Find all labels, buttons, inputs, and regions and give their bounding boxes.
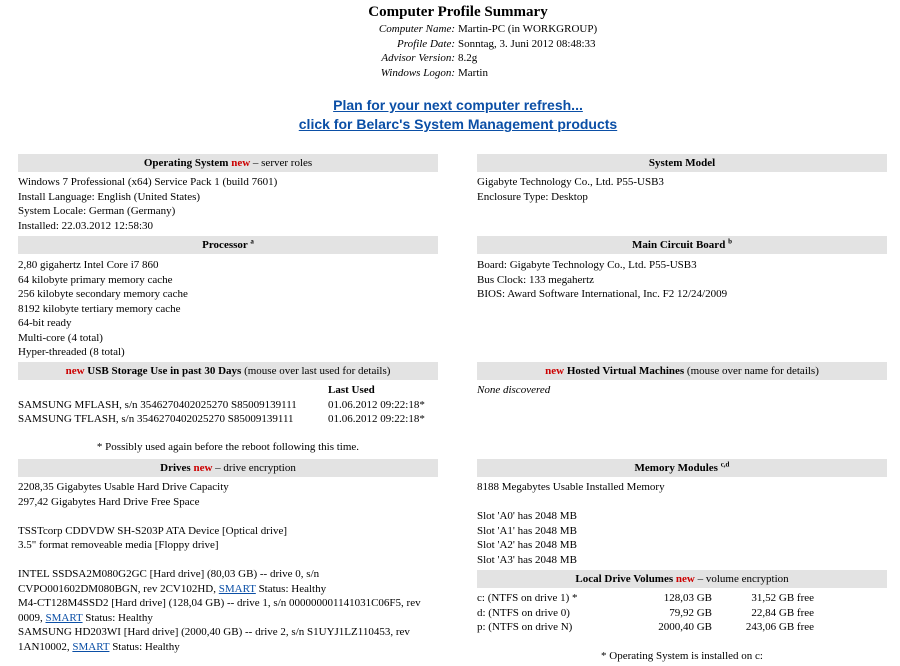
hard-drive-serial: 0009, — [18, 611, 46, 624]
smart-link[interactable]: SMART — [45, 611, 83, 624]
processor-line: Multi-core (4 total) — [18, 331, 103, 344]
os-line: Windows 7 Professional (x64) Service Pack 1 (build 7601) — [18, 176, 278, 188]
board-line: Board: Gigabyte Technology Co., Ltd. P55-USB3 — [477, 259, 697, 271]
system-model-title: System Model — [648, 157, 716, 169]
drives-details — [18, 480, 438, 654]
profile-date: Sonntag, 3. Juni 2012 08:48:33 — [458, 37, 596, 50]
volume-row — [477, 591, 887, 606]
smart-link[interactable]: SMART — [72, 640, 110, 653]
field-label: Profile Date: — [397, 37, 455, 50]
hard-drive-line: M4-CT128M4SSD2 [Hard drive] (128,04 GB) -- drive 1, s/n 000000001141031C06F5, rev — [18, 597, 421, 609]
usb-header — [18, 362, 438, 380]
usb-row[interactable] — [18, 412, 438, 427]
os-title: Operating System — [143, 157, 229, 169]
usb-suffix: (mouse over last used for details) — [241, 365, 391, 377]
hard-drive-line — [18, 582, 438, 597]
os-line: System Locale: German (Germany) — [18, 205, 176, 217]
os-new-link[interactable]: new — [231, 157, 251, 169]
processor-details — [18, 258, 438, 360]
optical-drive: TSSTcorp CDDVDW SH-S203P ATA Device [Optical drive] — [18, 524, 288, 537]
system-model-line: Gigabyte Technology Co., Ltd. P55-USB3 — [477, 176, 664, 188]
usb-new-link[interactable]: new — [65, 365, 85, 377]
memory-usable: 8188 Megabytes Usable Installed Memory — [477, 481, 665, 493]
smart-status: Status: Healthy — [109, 640, 180, 653]
volumes-new-link[interactable]: new — [675, 573, 695, 585]
advisor-version: 8.2g — [458, 52, 478, 64]
hard-drive-line — [18, 611, 438, 626]
volume-free: 243,06 GB free — [745, 621, 814, 633]
volume-free: 31,52 GB free — [751, 592, 814, 604]
vm-new-link[interactable]: new — [545, 365, 565, 377]
processor-line: 8192 kilobyte tertiary memory cache — [18, 302, 181, 315]
computer-name-row — [300, 22, 597, 37]
os-suffix: – server roles — [250, 157, 313, 169]
windows-logon-row — [300, 66, 597, 81]
volume-row — [477, 620, 887, 635]
volumes-note: * Operating System is installed on c: — [601, 650, 763, 662]
vm-status: None discovered — [477, 384, 551, 396]
computer-name: Martin-PC (in WORKGROUP) — [458, 23, 598, 35]
os-line: Install Language: English (United States) — [18, 190, 201, 203]
system-model-details — [477, 175, 887, 204]
hard-drive-line — [18, 640, 438, 655]
memory-header — [477, 459, 887, 477]
drives-title: Drives — [160, 462, 191, 474]
vm-header — [477, 362, 887, 380]
usb-last-used[interactable]: 01.06.2012 09:22:18* — [328, 398, 425, 411]
vm-suffix: (mouse over name for details) — [684, 365, 819, 377]
memory-slot: Slot 'A3' has 2048 MB — [477, 553, 577, 566]
volumes-header — [477, 570, 887, 588]
smart-status: Status: Healthy — [82, 611, 153, 624]
volumes-suffix: – volume encryption — [694, 573, 789, 585]
processor-line: 256 kilobyte secondary memory cache — [18, 288, 188, 300]
usb-row[interactable] — [18, 398, 438, 413]
volumes-title: Local Drive Volumes — [575, 573, 674, 585]
smart-status: Status: Healthy — [255, 582, 327, 595]
usb-last-used[interactable]: 01.06.2012 09:22:18* — [328, 413, 425, 425]
board-header — [477, 236, 887, 254]
drives-header — [18, 459, 438, 477]
volume-size: 128,03 GB — [663, 592, 712, 604]
os-header — [18, 154, 438, 172]
field-label: Computer Name: — [378, 23, 455, 35]
advisor-version-row — [300, 51, 597, 66]
drives-suffix: – drive encryption — [212, 462, 296, 474]
windows-logon: Martin — [458, 66, 488, 79]
processor-line: Hyper-threaded (8 total) — [18, 346, 125, 358]
drive-free-space: 297,42 Gigabytes Hard Drive Free Space — [18, 495, 200, 508]
processor-header — [18, 236, 438, 254]
footnote-a: a — [250, 237, 254, 246]
field-label: Windows Logon: — [380, 66, 455, 79]
volume-name: c: (NTFS on drive 1) * — [477, 592, 578, 604]
hard-drive-line: INTEL SSDSA2M080G2GC [Hard drive] (80,03 GB) -- drive 0, s/n — [18, 568, 320, 580]
volumes-table — [477, 591, 887, 635]
board-line: Bus Clock: 133 megahertz — [477, 273, 595, 286]
vm-title: Hosted Virtual Machines — [564, 365, 685, 377]
footnote-cd: c,d — [720, 460, 730, 469]
usb-title: USB Storage Use in past 30 Days — [84, 365, 242, 377]
system-management-link[interactable]: click for Belarc's System Management products — [298, 116, 618, 132]
field-label: Advisor Version: — [381, 52, 455, 64]
usb-device: SAMSUNG TFLASH, s/n 3546270402025270 S85009139111 — [18, 413, 294, 425]
os-line: Installed: 22.03.2012 12:58:30 — [18, 219, 154, 232]
processor-line: 64 kilobyte primary memory cache — [18, 273, 173, 286]
board-title: Main Circuit Board — [632, 239, 726, 251]
volume-name: p: (NTFS on drive N) — [477, 621, 573, 633]
memory-slot: Slot 'A2' has 2048 MB — [477, 539, 577, 551]
volume-size: 2000,40 GB — [658, 621, 712, 633]
usb-device: SAMSUNG MFLASH, s/n 3546270402025270 S85009139111 — [18, 398, 297, 411]
memory-slot: Slot 'A1' has 2048 MB — [477, 524, 577, 537]
processor-line: 64-bit ready — [18, 317, 72, 329]
drive-capacity: 2208,35 Gigabytes Usable Hard Drive Capacity — [18, 481, 229, 493]
hard-drive-serial: CVPO001602DM080BGN, rev 2CV102HD, — [18, 582, 219, 595]
usb-table — [18, 383, 438, 427]
hard-drive-line: SAMSUNG HD203WI [Hard drive] (2000,40 GB) -- drive 2, s/n S1UYJ1LZ110453, rev — [18, 626, 410, 638]
volume-free: 22,84 GB free — [751, 606, 814, 619]
page-title: Computer Profile Summary — [368, 4, 548, 20]
refresh-plan-link[interactable]: Plan for your next computer refresh... — [333, 97, 583, 113]
processor-title: Processor — [202, 239, 248, 251]
usb-note: * Possibly used again before the reboot following this time. — [96, 441, 360, 453]
volume-name: d: (NTFS on drive 0) — [477, 606, 570, 619]
os-details — [18, 175, 438, 233]
memory-slot: Slot 'A0' has 2048 MB — [477, 510, 577, 522]
profile-summary — [300, 22, 597, 80]
drives-new-link[interactable]: new — [193, 462, 213, 474]
processor-line: 2,80 gigahertz Intel Core i7 860 — [18, 259, 159, 271]
floppy-drive: 3.5" format removeable media [Floppy drive] — [18, 539, 219, 551]
board-line: BIOS: Award Software International, Inc. F2 12/24/2009 — [477, 288, 728, 300]
volume-size: 79,92 GB — [669, 606, 712, 619]
board-details — [477, 258, 887, 302]
memory-title: Memory Modules — [634, 462, 718, 474]
profile-date-row — [300, 37, 597, 52]
volume-row — [477, 606, 887, 621]
hard-drive-serial: 1AN10002, — [18, 640, 73, 653]
footnote-b: b — [728, 237, 732, 246]
system-model-header — [477, 154, 887, 172]
memory-details — [477, 480, 887, 567]
smart-link[interactable]: SMART — [218, 582, 256, 595]
vm-none — [477, 383, 887, 398]
usb-last-used-header: Last Used — [328, 384, 375, 396]
system-model-line: Enclosure Type: Desktop — [477, 190, 588, 203]
